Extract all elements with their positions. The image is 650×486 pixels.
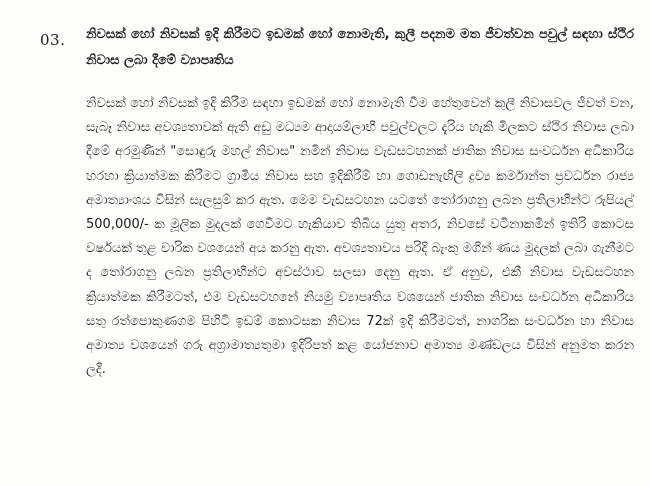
section-heading: නිවසක් හෝ නිවසක් ඉදි කිරීමට ඉඩමක් හෝ නොමැති, කුලී පදනම මත ජීවත්වන පවුල් සඳහා ස්ථිර නිවාස ලබා දීමේ ව්‍යාපෘතිය	[86, 27, 634, 68]
body-paragraph: නිවසක් හෝ නිවසක් ඉදි කිරීම සඳහා ඉඩමක් හෝ නොමැති වීම හේතුවෙන් කුලී නිවාසවල ජීවත් වන, සැබෑ නිවාස අවශ්‍යතාවක් ඇති අඩු මධ්‍යම ආදායම්ලාභී පවුල්වලට දැරිය හැකි මිලකට ස්ථිර නිවාස ලබා දීමේ අරමුණින් "සොඳුරු මහල් නිවාස" නමින් නිවාස වැඩසටහනක් ජාතික නිවාස සංවර්ධන අධිකාරිය හරහා ක්‍රියාත්මක කිරීමට ග්‍රාමීය නිවාස සහ ඉදිකිරීම් හා ගොඩනැඟිලි ද්‍රව්‍ය කර්මාන්ත ප්‍රවර්ධන රාජ්‍ය අමාත්‍යාංශය විසින් සැලසුම් කර ඇත. මෙම වැඩසටහන යටතේ තෝරාගනු ලබන ප්‍රතිලාභීන්ට රුපියල් 500,000/- ක මූලික මුදලක් ගෙවීමට හැකියාව තිබිය යුතු අතර, නිවසේ වටිනාකමින් ඉතිරි කොටස වර්ෂයක් තුළ වාරික වශයෙන් අය කරනු ඇත. අවශ්‍යතාවය පරිදි බැංකු මගින් ණය මුදලක් ලබා ගැනීමට ද තෝරාගනු ලබන ප්‍රතිලාභීන්ට අවස්ථාව සලසා දෙනු ඇත. ඒ අනුව, එකී නිවාස වැඩසටහන ක්‍රියාත්මක කිරීමටත්, එම වැඩසටහනේ නියමු ව්‍යාපෘතිය වශයෙන් ජාතික නිවාස සංවර්ධන අධිකාරිය සතු රත්පොකුණගම පිහිටි ඉඩම් කොටසක නිවාස 72ක් ඉදි කිරීමටත්, නාගරික සංවර්ධන හා නිවාස අමාත්‍ය වශයෙන් ගරු අග්‍රාමාත්‍යතුමා ඉදිරිපත් කළ යෝජනාව අමාත්‍ය මණ්ඩලය විසින් අනුමත කරන ලදී.	[86, 96, 634, 378]
item-number: 03.	[40, 31, 66, 49]
